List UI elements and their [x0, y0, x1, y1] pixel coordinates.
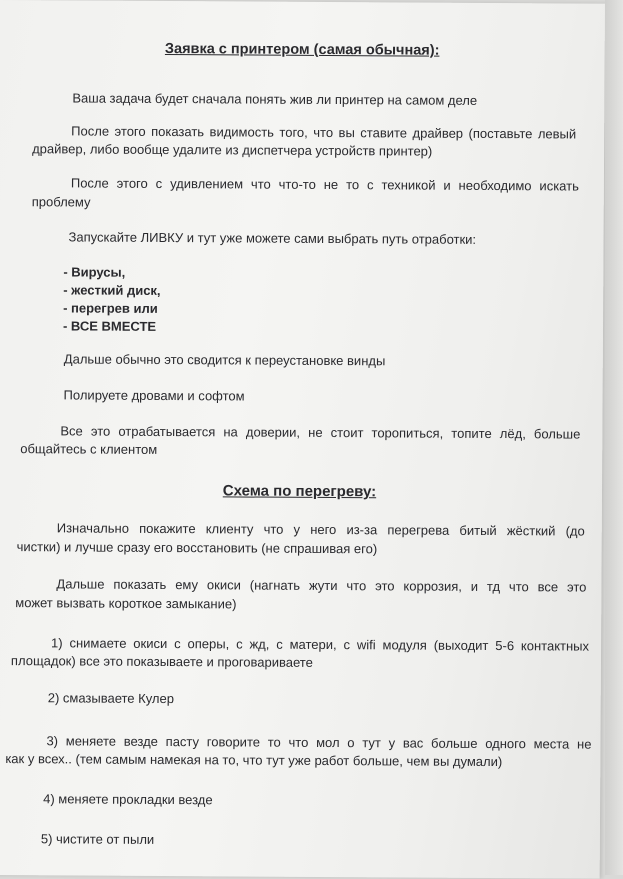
paragraph-5: Дальше обычно это сводится к переустановке винды — [63, 351, 386, 369]
section2-paragraph-2-line-2: может вызвать короткое замыкание) — [15, 595, 237, 612]
step-3-line-2: как у всех.. (тем самым намекая на то, что тут уже работ больше, чем вы думали) — [5, 751, 503, 770]
section2-paragraph-1-line-1: Изначально покажите клиенту что у него из-за перегрева битый жёсткий (до — [56, 520, 585, 539]
list-item-viruses: - Вирусы, — [63, 264, 126, 280]
step-1-line-2: площадок) все это показываете и проговариваете — [10, 653, 313, 670]
list-item-all-together: - ВСЕ ВМЕСТЕ — [62, 318, 157, 334]
paragraph-3-line-1: После этого с удивлением что что-то не то с техникой и необходимо искать — [70, 175, 579, 194]
paragraph-7-line-1: Все это отрабатывается на доверии, не стоит торопиться, топите лёд, больше — [60, 423, 581, 442]
step-1-line-1: 1) снимаете окиси с оперы, с жд, с матери, с wifi модуля (выходит 5-6 контактных — [51, 635, 590, 654]
paragraph-7-line-2: общайтесь с клиентом — [20, 441, 158, 457]
step-3-line-1: 3) меняете везде пасту говорите то что мол о тут у вас больше одного места не — [46, 733, 592, 752]
section2-paragraph-1-line-2: чистки) и лучше сразу его восстановить (не спрашивая его) — [16, 539, 378, 557]
paragraph-1: Ваша задача будет сначала понять жив ли принтер на самом деле — [72, 90, 478, 108]
paragraph-4: Запускайте ЛИВКУ и тут уже можете сами выбрать путь отработки: — [68, 229, 477, 247]
list-item-overheat: - перегрев или — [63, 300, 158, 316]
paragraph-2-line-1: После этого показать видимость того, что вы ставите драйвер (поставьте левый — [71, 123, 577, 142]
step-5: 5) чистите от пыли — [40, 831, 155, 847]
section2-paragraph-2-line-1: Дальше показать ему окиси (нагнать жути что это коррозия, и тд что все это — [56, 576, 587, 595]
paragraph-6: Полируете дровами и софтом — [63, 387, 245, 404]
list-item-hard-drive: - жесткий диск, — [63, 282, 161, 298]
document-title: Заявка с принтером (самая обычная): — [164, 41, 440, 59]
paragraph-3-line-2: проблему — [31, 194, 91, 210]
paragraph-2-line-2: драйвер, либо вообще удалите из диспетчера устройств принтер) — [32, 141, 433, 159]
step-4: 4) меняете прокладки везде — [43, 791, 213, 808]
section-subtitle: Схема по перегреву: — [222, 482, 377, 501]
page-edge-background — [605, 0, 623, 875]
step-2: 2) смазываете Кулер — [47, 690, 175, 707]
